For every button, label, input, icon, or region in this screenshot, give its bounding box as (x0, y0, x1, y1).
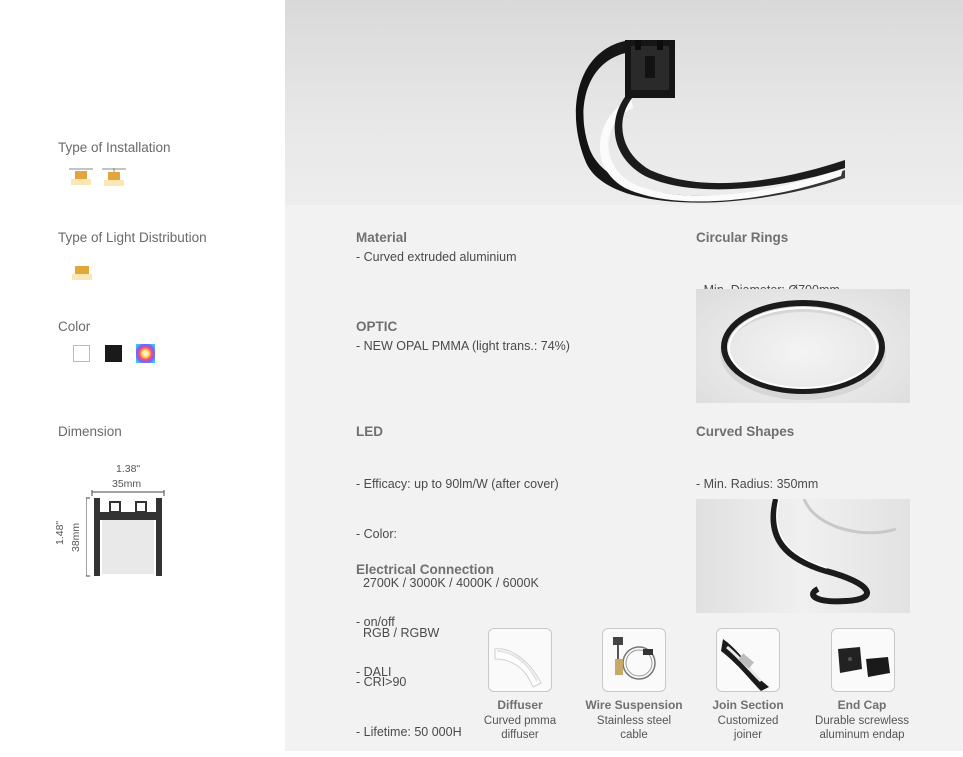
led-line: - Color: (356, 526, 397, 541)
color-label: Color (58, 319, 91, 334)
height-mm: 38mm (70, 522, 82, 552)
diffuser-desc (465, 715, 575, 742)
curved-profile-illustration (285, 0, 963, 205)
curved-shape-photo (696, 499, 910, 613)
wire-suspension-desc (579, 715, 689, 742)
electrical-title: Electrical Connection (356, 562, 495, 577)
electrical-line: - on/off (356, 615, 395, 629)
led-line: 2700K / 3000K / 4000K / 6000K (356, 576, 539, 590)
join-section-icon (716, 628, 780, 692)
end-cap-desc-line: aluminum endap (819, 728, 905, 741)
installation-label: Type of Installation (58, 140, 171, 155)
width-mm: 35mm (112, 478, 142, 490)
optic-line: - NEW OPAL PMMA (light trans.: 74%) (356, 339, 570, 353)
led-line: RGB / RGBW (356, 625, 440, 640)
material-line: - Curved extruded aluminium (356, 250, 517, 264)
led-line: - Lifetime: 50 000H (356, 724, 462, 739)
shapes-title: Curved Shapes (696, 424, 795, 439)
height-inch: 1.48" (54, 520, 66, 545)
shapes-line: - Min. Radius: 350mm (696, 477, 819, 491)
wire-suspension-title: Wire Suspension (585, 698, 683, 712)
end-cap-title: End Cap (837, 698, 887, 712)
rings-title: Circular Rings (696, 230, 789, 245)
distribution-label: Type of Light Distribution (58, 230, 207, 245)
join-section-title: Join Section (712, 698, 784, 712)
electrical-body (356, 581, 395, 697)
join-section-desc-line: Customized (717, 715, 779, 727)
material-title: Material (356, 230, 408, 245)
diffuser-icon (488, 628, 552, 692)
electrical-line: - DALI (356, 664, 392, 679)
circular-ring-photo (696, 289, 910, 403)
width-inch: 1.38" (116, 463, 141, 475)
white-swatch (73, 345, 90, 362)
downlight-icon (70, 264, 94, 287)
end-cap-desc (807, 715, 917, 742)
dimension-label: Dimension (58, 424, 122, 439)
black-swatch (105, 345, 122, 362)
wire-suspension-desc-line: cable (620, 728, 648, 741)
join-section-desc (693, 715, 803, 742)
end-cap-desc-line: Durable screwless (815, 715, 909, 727)
join-section-desc-line: joiner (733, 728, 763, 741)
suspended-light-icon (100, 168, 128, 193)
diffuser-title: Diffuser (497, 698, 543, 712)
wire-suspension-desc-line: Stainless steel (596, 715, 672, 727)
diffuser-desc-line: Curved pmma (483, 715, 557, 727)
led-title: LED (356, 424, 383, 439)
diffuser-desc-line: diffuser (501, 728, 539, 741)
optic-title: OPTIC (356, 319, 398, 334)
rgb-swatch (136, 344, 155, 363)
end-cap-icon (831, 628, 895, 692)
wire-suspension-icon (602, 628, 666, 692)
suspended-light-icon (67, 168, 95, 193)
hero-product-image (285, 0, 963, 205)
led-line: - Efficacy: up to 90lm/W (after cover) (356, 477, 559, 491)
profile-cross-section-diagram (86, 490, 170, 585)
led-line: - CRI>90 (356, 675, 407, 689)
